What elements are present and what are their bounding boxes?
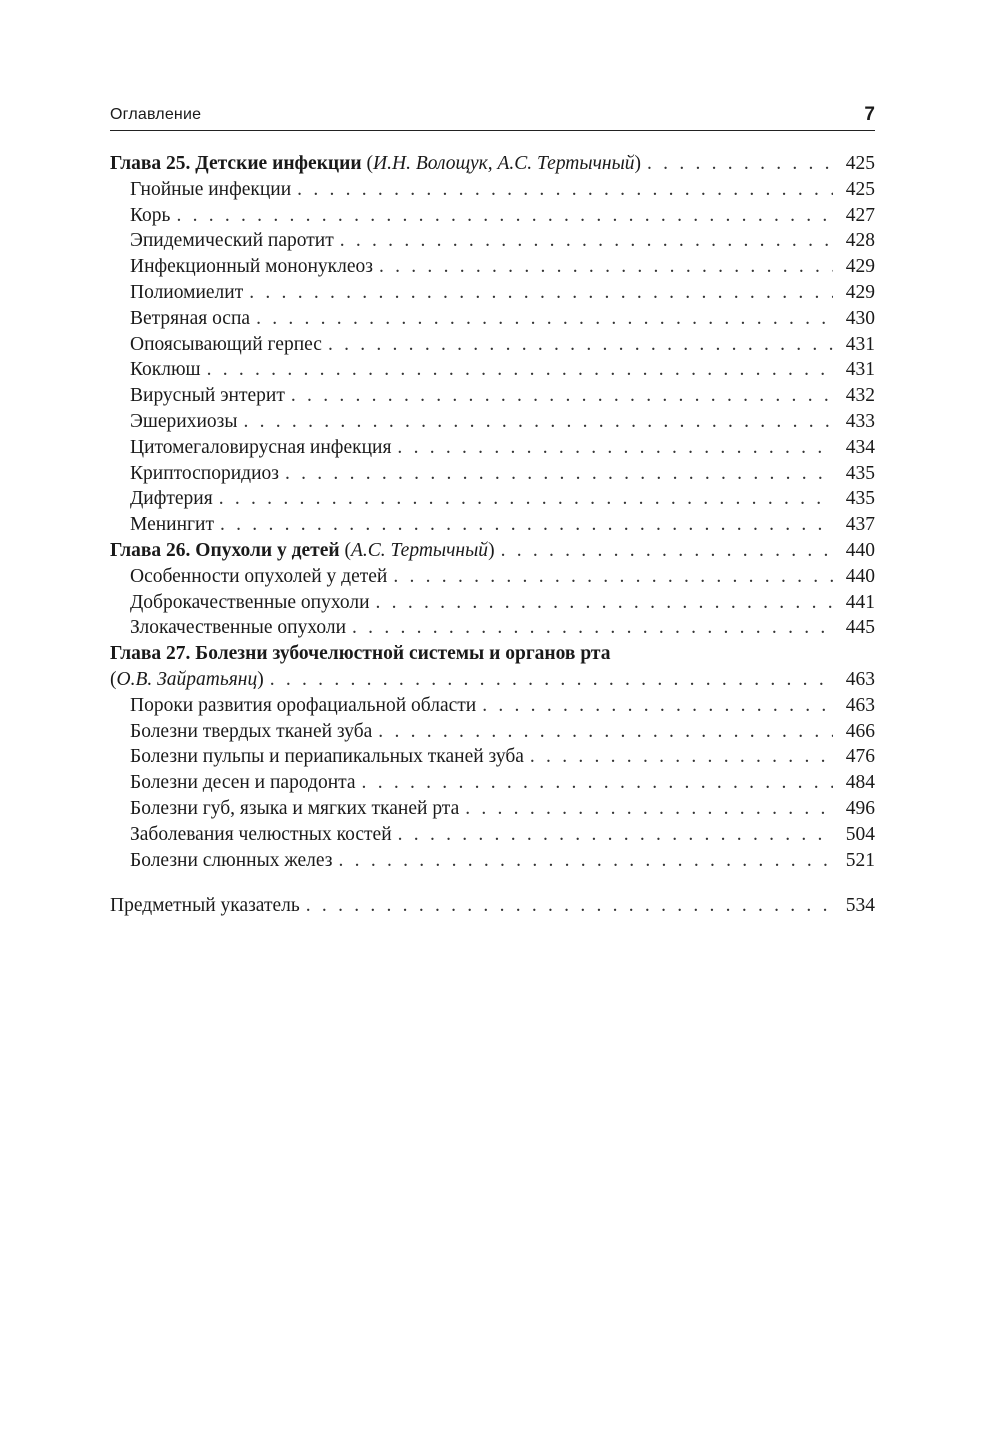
page-number: 7 bbox=[864, 104, 875, 125]
page-ref: 427 bbox=[845, 204, 875, 226]
author-close-paren: ) bbox=[257, 668, 264, 690]
dot-leader bbox=[530, 744, 833, 770]
toc-item[interactable] bbox=[110, 848, 875, 874]
item-title: Доброкачественные опухоли bbox=[130, 591, 370, 613]
page-ref: 463 bbox=[845, 668, 875, 690]
item-title: Эшерихиозы bbox=[130, 410, 238, 432]
item-title: Болезни слюнных желез bbox=[130, 849, 333, 871]
running-title: Оглавление bbox=[110, 106, 202, 123]
dot-leader bbox=[465, 796, 833, 822]
page-ref: 425 bbox=[845, 153, 875, 174]
dot-leader bbox=[339, 848, 833, 874]
chapter-label: Глава 25. Детские инфекции bbox=[110, 153, 362, 174]
toc-item[interactable] bbox=[110, 254, 875, 280]
page-ref: 428 bbox=[845, 230, 875, 252]
item-title: Заболевания челюстных костей bbox=[130, 823, 392, 845]
item-title: Гнойные инфекции bbox=[130, 178, 292, 200]
item-title: Вирусный энтерит bbox=[130, 385, 285, 407]
item-title: Пороки развития орофациальной области bbox=[130, 694, 477, 716]
dot-leader bbox=[220, 512, 833, 538]
dot-leader bbox=[376, 590, 833, 616]
dot-leader bbox=[362, 770, 833, 796]
page-ref: 496 bbox=[845, 797, 875, 819]
table-of-contents bbox=[110, 151, 875, 919]
index-title: Предметный указатель bbox=[110, 895, 300, 917]
item-title: Особенности опухолей у детей bbox=[130, 565, 388, 587]
item-title: Криптоспоридиоз bbox=[130, 462, 279, 484]
item-title: Корь bbox=[130, 204, 171, 226]
dot-leader bbox=[647, 151, 833, 177]
page-ref: 425 bbox=[845, 178, 875, 200]
page-ref: 463 bbox=[845, 694, 875, 716]
page-ref: 431 bbox=[845, 333, 875, 355]
page-header bbox=[110, 104, 875, 131]
dot-leader bbox=[328, 332, 833, 358]
author-open-paren: ( bbox=[110, 668, 117, 690]
page-ref: 434 bbox=[845, 436, 875, 458]
item-title: Полиомиелит bbox=[130, 281, 244, 303]
toc-chapter-27[interactable] bbox=[110, 641, 875, 667]
page-ref: 521 bbox=[845, 849, 875, 871]
dot-leader bbox=[482, 693, 833, 719]
page-ref: 484 bbox=[845, 772, 875, 794]
author-open-paren: ( bbox=[339, 539, 351, 561]
item-title: Болезни пульпы и периапикальных тканей зуба bbox=[130, 746, 524, 768]
chapter-authors: И.Н. Волощук, А.С. Тертычный bbox=[373, 153, 635, 174]
page-ref: 430 bbox=[845, 307, 875, 329]
page-ref: 429 bbox=[845, 256, 875, 278]
page-ref: 466 bbox=[845, 720, 875, 742]
toc-item[interactable] bbox=[110, 332, 875, 358]
page-ref: 429 bbox=[845, 281, 875, 303]
page-ref: 435 bbox=[845, 488, 875, 510]
page-ref: 440 bbox=[845, 565, 875, 587]
toc-item[interactable] bbox=[110, 693, 875, 719]
page-ref: 441 bbox=[845, 591, 875, 613]
dot-leader bbox=[285, 461, 833, 487]
item-title: Дифтерия bbox=[130, 488, 213, 510]
chapter-label: Глава 27. Болезни зубочелюстной системы и органов рта bbox=[110, 643, 611, 665]
chapter-title bbox=[110, 151, 641, 177]
toc-item[interactable] bbox=[110, 512, 875, 538]
dot-leader bbox=[176, 203, 833, 229]
toc-item[interactable] bbox=[110, 590, 875, 616]
toc-chapter-27-authors-line[interactable] bbox=[110, 667, 875, 693]
toc-chapter-25[interactable] bbox=[110, 151, 875, 177]
chapter-authors: О.В. Зайратьянц bbox=[116, 668, 258, 690]
dot-leader bbox=[393, 564, 833, 590]
chapter-authors: А.С. Тертычный bbox=[351, 539, 489, 561]
dot-leader bbox=[306, 893, 833, 919]
dot-leader bbox=[256, 306, 833, 332]
dot-leader bbox=[249, 280, 833, 306]
toc-item[interactable] bbox=[110, 615, 875, 641]
item-title: Опоясывающий герпес bbox=[130, 333, 322, 355]
page-ref: 435 bbox=[845, 462, 875, 484]
toc-item[interactable] bbox=[110, 409, 875, 435]
toc-item[interactable] bbox=[110, 306, 875, 332]
page-ref: 504 bbox=[845, 823, 875, 845]
page-ref: 431 bbox=[845, 359, 875, 381]
toc-item[interactable] bbox=[110, 177, 875, 203]
toc-item[interactable] bbox=[110, 383, 875, 409]
author-close-paren: ) bbox=[634, 153, 642, 174]
page-ref: 534 bbox=[845, 895, 875, 917]
toc-chapter-26[interactable] bbox=[110, 538, 875, 564]
toc-item[interactable] bbox=[110, 357, 875, 383]
page-ref: 440 bbox=[845, 539, 875, 561]
toc-item[interactable] bbox=[110, 796, 875, 822]
page-ref: 476 bbox=[845, 746, 875, 768]
toc-item[interactable] bbox=[110, 280, 875, 306]
item-title: Болезни губ, языка и мягких тканей рта bbox=[130, 797, 460, 819]
dot-leader bbox=[352, 615, 833, 641]
dot-leader bbox=[219, 486, 833, 512]
toc-subject-index[interactable] bbox=[110, 893, 875, 919]
dot-leader bbox=[270, 667, 833, 693]
page-ref: 433 bbox=[845, 410, 875, 432]
toc-item[interactable] bbox=[110, 486, 875, 512]
item-title: Ветряная оспа bbox=[130, 307, 251, 329]
toc-item[interactable] bbox=[110, 770, 875, 796]
item-title: Злокачественные опухоли bbox=[130, 617, 347, 639]
item-title: Болезни десен и пародонта bbox=[130, 772, 356, 794]
item-title: Инфекционный мононуклеоз bbox=[130, 256, 373, 278]
toc-item[interactable] bbox=[110, 744, 875, 770]
toc-item[interactable] bbox=[110, 203, 875, 229]
dot-leader bbox=[243, 409, 833, 435]
page-ref: 437 bbox=[845, 514, 875, 536]
toc-item[interactable] bbox=[110, 719, 875, 745]
dot-leader bbox=[379, 254, 833, 280]
dot-leader bbox=[297, 177, 833, 203]
chapter-title bbox=[110, 538, 495, 564]
item-title: Цитомегаловирусная инфекция bbox=[130, 436, 392, 458]
toc-item[interactable] bbox=[110, 822, 875, 848]
toc-item[interactable] bbox=[110, 435, 875, 461]
item-title: Болезни твердых тканей зуба bbox=[130, 720, 373, 742]
chapter-title bbox=[110, 667, 264, 693]
page-ref: 445 bbox=[845, 617, 875, 639]
author-open-paren: ( bbox=[361, 153, 374, 174]
item-title: Коклюш bbox=[130, 359, 201, 381]
dot-leader bbox=[291, 383, 833, 409]
dot-leader bbox=[397, 435, 833, 461]
toc-item[interactable] bbox=[110, 461, 875, 487]
dot-leader bbox=[378, 719, 833, 745]
item-title: Менингит bbox=[130, 514, 214, 536]
toc-item[interactable] bbox=[110, 564, 875, 590]
page-ref: 432 bbox=[845, 385, 875, 407]
author-close-paren: ) bbox=[488, 539, 495, 561]
dot-leader bbox=[207, 357, 833, 383]
toc-item[interactable] bbox=[110, 228, 875, 254]
dot-leader bbox=[340, 228, 833, 254]
item-title: Эпидемический паротит bbox=[130, 230, 334, 252]
dot-leader bbox=[501, 538, 833, 564]
chapter-label: Глава 26. Опухоли у детей bbox=[110, 539, 340, 561]
dot-leader bbox=[398, 822, 833, 848]
